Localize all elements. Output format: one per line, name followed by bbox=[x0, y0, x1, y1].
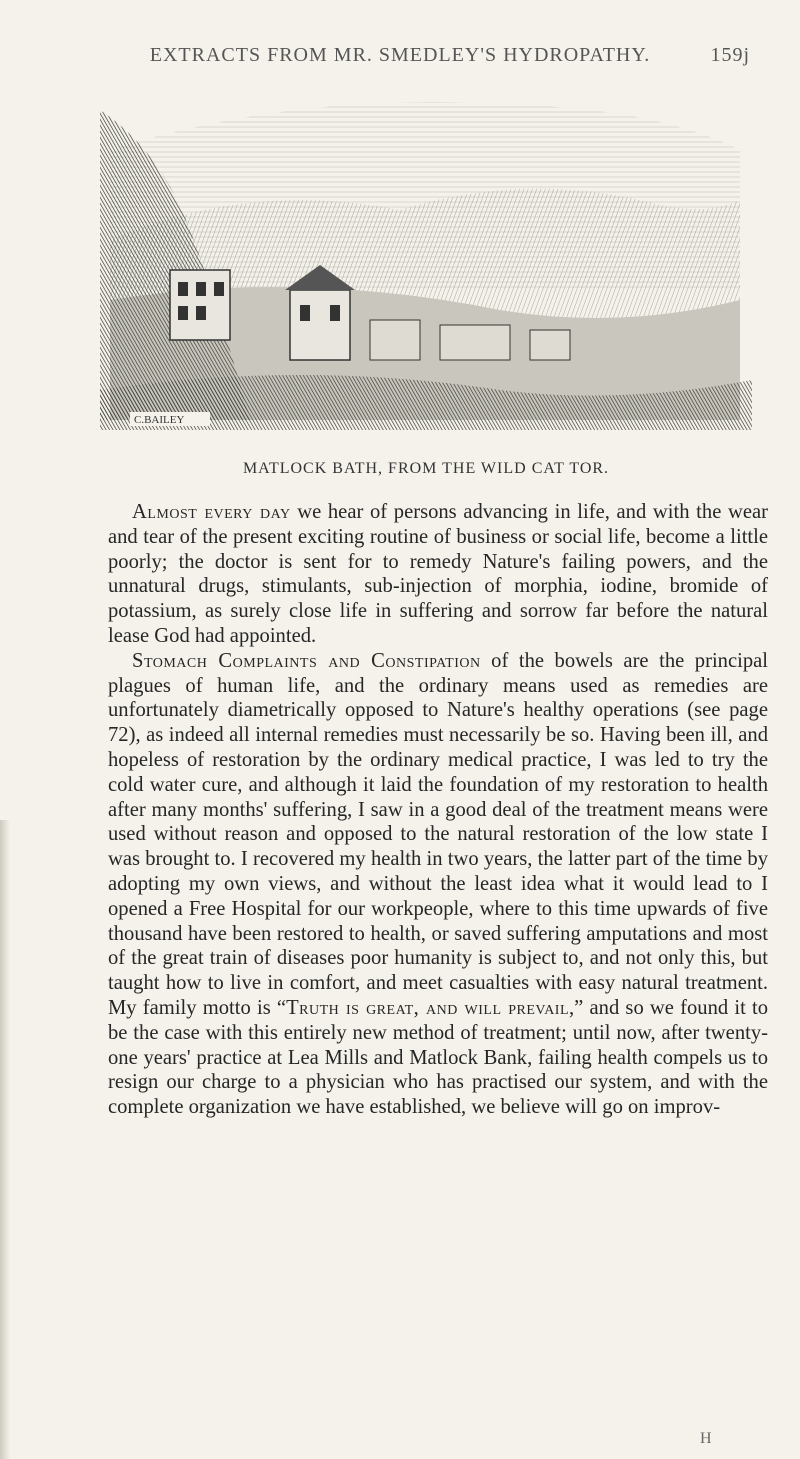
running-title: EXTRACTS FROM MR. SMEDLEY'S HYDROPATHY. bbox=[149, 44, 651, 66]
matlock-bath-engraving bbox=[100, 90, 752, 430]
page-number: 159j bbox=[710, 44, 750, 66]
running-head bbox=[140, 44, 750, 67]
illustration-caption: MATLOCK BATH, FROM THE WILD CAT TOR. bbox=[242, 460, 610, 477]
paragraph-2-text-after: ,” and so we found it to be the case with this entirely new method of treatment; until now, after twenty-one years' practice at Lea Mills and Matlock Bank, failing health compels us to resign our charge to a physician who has practised our system, and with the complete organization we have established, we believe will go on improv- bbox=[108, 996, 769, 1119]
paragraph-2-lead: Stomach Complaints and Constipation bbox=[132, 649, 481, 672]
paragraph-1-lead: Almost every day bbox=[132, 501, 291, 523]
sign-text: C.BAILEY bbox=[134, 414, 185, 426]
paragraph-1-text: we hear of persons advancing in life, and with the wear and tear of the present exciting routine of business or social life, become a little poorly; the doctor is sent for to remedy Nature's failing powers, and the unnatural drugs, stimulants, sub-injection of morphia, iodine, bromide of potassium, as surely close life in suffering and sorrow far before the natural lease God had appointed. bbox=[108, 501, 768, 647]
family-motto: Truth is great, and will prevail bbox=[286, 996, 570, 1019]
paragraph-2 bbox=[108, 649, 768, 1120]
paragraph-2-text: of the bowels are the principal plagues of human life, and the ordinary means used as remedies are unfortunately diametrically opposed to Nature's healthy operations (see page 72), as indeed all internal remedies must necessarily be so. Having been ill, and hopeless of restoration by the ordinary medical practice, I was led to try the cold water cure, and although it laid the foundation of my restoration to health after many months' suffering, I saw in a good deal of the treatment means were used without reason and opposed to the natural restoration of the low state I was brought to. I recovered my health in two years, the latter part of the time by adopting my own views, and without the least idea what it would lead to I opened a Free Hospital for our workpeople, where to this time upwards of five thousand have been restored to health, or saved suffering amputations and most of the great train of diseases poor humanity is subject to, and not only this, but taught how to live in comfort, and meet casualties with easy natural treatment. My family motto is “ bbox=[108, 649, 768, 1019]
page-edge-shadow bbox=[0, 820, 10, 1459]
signature-mark: H bbox=[700, 1430, 712, 1447]
body-text bbox=[108, 500, 768, 1120]
paragraph-1 bbox=[108, 500, 768, 649]
